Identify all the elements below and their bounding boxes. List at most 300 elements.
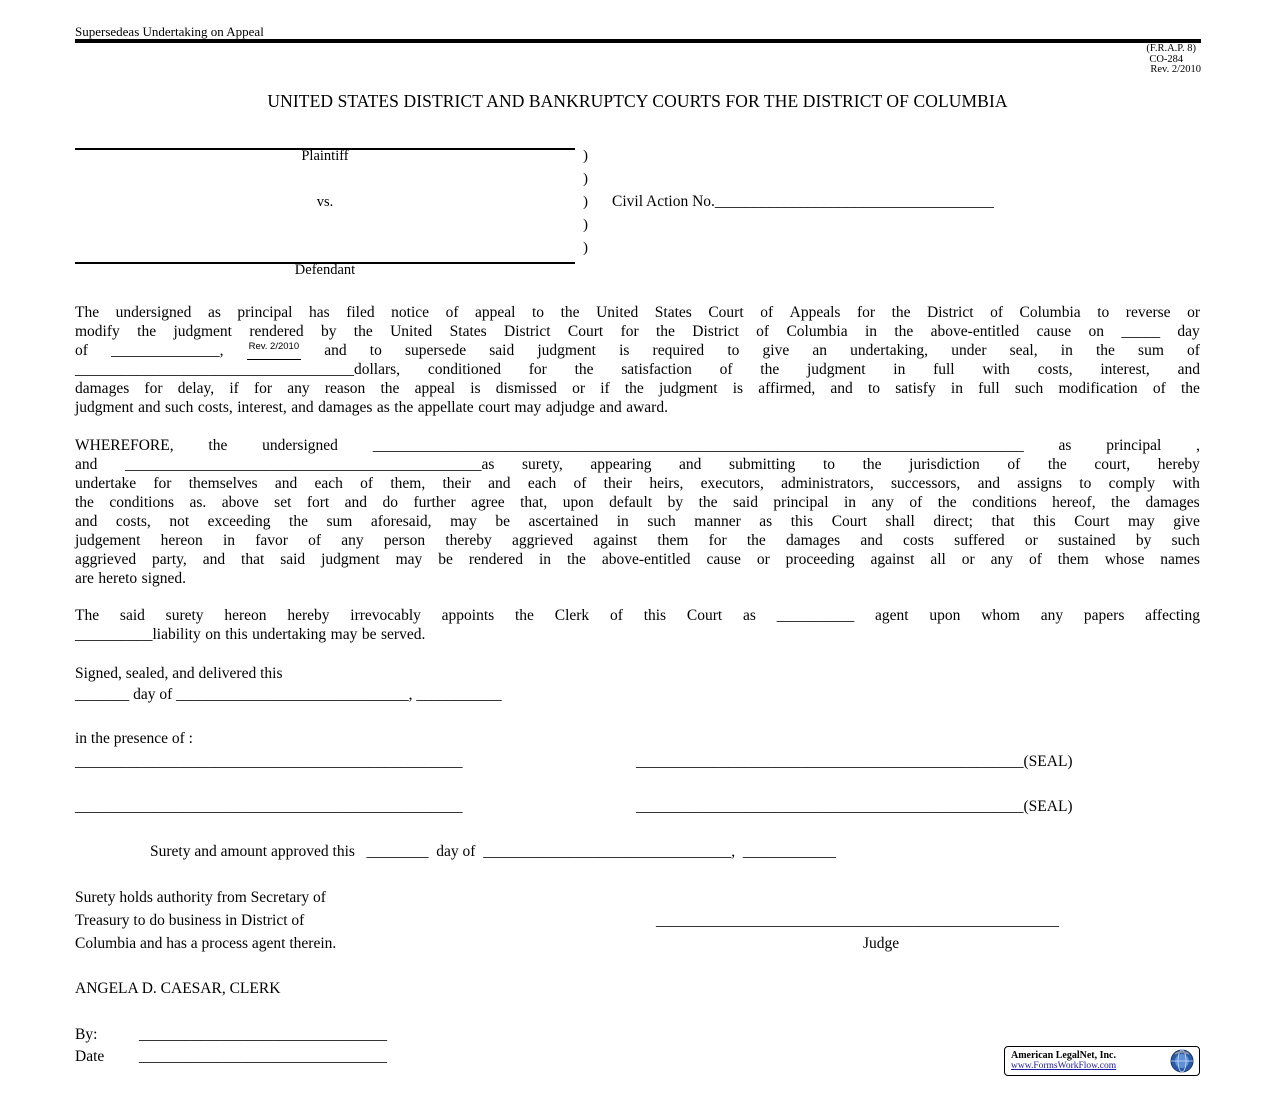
paragraph-word: them: [657, 532, 689, 549]
paragraph-word: full: [978, 380, 1000, 397]
paragraph-word: of: [1028, 551, 1042, 568]
paragraph-line: [75, 606, 1200, 625]
paragraph-word: of: [1007, 456, 1021, 473]
defendant-label: Defendant: [294, 262, 356, 278]
paragraph-word: the: [1047, 456, 1067, 473]
form-number: CO-284: [1149, 53, 1184, 65]
paragraph-word: the: [137, 323, 157, 340]
paragraph-word: the: [380, 380, 400, 397]
paragraph-word: that: [991, 513, 1015, 530]
paragraph-word: default: [609, 494, 653, 511]
paragraph-word: and: [860, 532, 883, 549]
paragraph-word: party,: [152, 551, 187, 568]
paragraph-word: aggrieved: [75, 551, 137, 568]
paragraph-word: shall: [885, 513, 915, 530]
paragraph-word: of: [308, 532, 322, 549]
paragraph-line: [75, 455, 1200, 474]
paragraph-word: States: [449, 323, 487, 340]
paragraph-word: conditioned: [427, 361, 501, 378]
paragraph-word: as: [743, 607, 756, 624]
paragraph-line: [75, 531, 1200, 550]
paragraph-word: award.: [626, 399, 668, 416]
paragraph-word: damages: [75, 380, 130, 397]
paragraph-word: submitting: [729, 456, 796, 473]
rule-reference: (F.R.A.P. 8): [1146, 43, 1196, 54]
paragraph-word: their: [442, 475, 471, 492]
publisher-name: American LegalNet, Inc.: [1011, 1050, 1116, 1061]
caption-bracket: ): [583, 171, 588, 187]
paragraph-word: agree: [471, 494, 505, 511]
paragraph-word: this: [790, 513, 814, 530]
paragraph-word: if: [229, 380, 239, 397]
paragraph-word: proceeding: [785, 551, 855, 568]
paragraph-word: is: [470, 380, 481, 397]
paragraph-word: to: [1079, 475, 1092, 492]
paragraph-word: and: [138, 399, 161, 416]
paragraph-word: for: [620, 323, 639, 340]
paragraph-word: may: [450, 513, 477, 530]
paragraph-word: to: [532, 304, 545, 321]
paragraph-word: agent: [875, 607, 909, 624]
form-reference: [1146, 44, 1201, 76]
paragraph-word: upon: [562, 494, 594, 511]
paragraph-word: is: [732, 380, 744, 397]
paragraph-word: cause: [1036, 323, 1072, 340]
paragraph-word: for: [528, 361, 547, 378]
paragraph-word: to: [1097, 304, 1110, 321]
paragraph-word: be: [438, 551, 453, 568]
paragraph-word: this: [225, 626, 248, 643]
paragraph-word: of: [360, 475, 374, 492]
paragraph-word: costs,: [115, 513, 151, 530]
paragraph-word: hereon: [160, 532, 203, 549]
paragraph-word: required: [652, 342, 705, 359]
paragraph-word: costs,: [1037, 361, 1073, 378]
paragraph-word[interactable]: ____________________________________dollars,: [75, 361, 401, 378]
paragraph-word: States: [654, 304, 692, 321]
wherefore-paragraph: [75, 436, 1200, 588]
paragraph-line: [75, 493, 1200, 512]
paragraph-word: heirs,: [649, 475, 684, 492]
appeal-paragraph: [75, 303, 1200, 417]
paragraph-word[interactable]: __________liability: [75, 626, 201, 643]
paragraph-word: above: [221, 494, 259, 511]
paragraph-word[interactable]: ______________________________________________as: [124, 456, 495, 473]
paragraph-word: their: [603, 475, 633, 492]
paragraph-word[interactable]: __________: [776, 607, 855, 624]
paragraph-word: are: [75, 570, 94, 587]
paragraph-word: principal: [1106, 437, 1162, 454]
court-title: UNITED STATES DISTRICT AND BANKRUPTCY COURTS FOR THE DISTRICT OF COLUMBIA: [267, 91, 1008, 111]
header-rule: [75, 39, 1201, 43]
paragraph-word: with: [1172, 475, 1200, 492]
paragraph-word: sustained: [1057, 532, 1116, 549]
by-label: By:: [75, 1026, 98, 1043]
paragraph-word: and: [1177, 361, 1200, 378]
paragraph-word: of: [75, 342, 88, 359]
paragraph-word: thereby: [445, 532, 492, 549]
paragraph-word: District: [504, 323, 551, 340]
paragraph-word: Columbia: [1019, 304, 1081, 321]
paragraph-word: in: [843, 494, 857, 511]
paragraph-word: court,: [1094, 456, 1131, 473]
paragraph-word: Court: [567, 323, 604, 340]
paragraph-word: irrevocably: [350, 607, 421, 624]
paragraph-word: as: [376, 399, 390, 416]
plaintiff-label: Plaintiff: [301, 148, 349, 164]
paragraph-word: by: [1135, 532, 1152, 549]
paragraph-word: said: [732, 494, 758, 511]
paragraph-word: names: [1160, 551, 1200, 568]
paragraph-word: such: [164, 399, 194, 416]
paragraph-word: interest,: [237, 399, 287, 416]
paragraph-word: further: [413, 494, 456, 511]
paragraph-word: the: [1180, 380, 1200, 397]
paragraph-word: costs: [902, 532, 934, 549]
paragraph-word: of: [756, 323, 770, 340]
paragraph-word: such: [1014, 380, 1044, 397]
form-title: Supersedeas Undertaking on Appeal: [75, 24, 264, 39]
paragraph-word: be: [361, 626, 377, 643]
paragraph-word: surety: [165, 607, 204, 624]
paragraph-word: or: [756, 551, 770, 568]
paragraph-word: of: [573, 475, 587, 492]
paragraph-word: Court: [1074, 513, 1110, 530]
paragraph-word: or: [961, 551, 975, 568]
paragraph-word: Appeals: [789, 304, 841, 321]
caption-bracket: ): [583, 240, 588, 256]
date-label: Date: [75, 1048, 105, 1065]
paragraph-word: court: [478, 399, 511, 416]
paragraph-word: sum: [326, 513, 353, 530]
signed-sealed-label: Signed, sealed, and delivered this: [75, 665, 283, 682]
paragraph-word: affirmed,: [758, 380, 816, 397]
paragraph-word: Court: [831, 513, 867, 530]
paragraph-word: set: [274, 494, 292, 511]
surety-approval-field[interactable]: Surety and amount approved this ________ day of ________________________________, ____________: [150, 843, 836, 860]
paragraph-word: judgment: [658, 380, 718, 397]
paragraph-word: of: [1152, 380, 1166, 397]
paragraph-word: seal,: [1009, 342, 1038, 359]
by-signature-line[interactable]: ________________________________: [139, 1026, 387, 1043]
paragraph-word: costs,: [197, 399, 233, 416]
paragraph-word: Court: [686, 607, 723, 624]
paragraph-word: day: [1177, 323, 1200, 340]
paragraph-word: as.: [189, 494, 207, 511]
paragraph-word: or: [572, 380, 586, 397]
paragraph-word: of: [760, 304, 774, 321]
paragraph-word: each: [314, 475, 343, 492]
paragraph-word: and: [830, 380, 853, 397]
paragraph-word: in: [950, 380, 963, 397]
revision-date: Rev. 2/2010: [1150, 64, 1201, 75]
paragraph-word: undertake: [75, 475, 137, 492]
paragraph-word: of: [909, 494, 923, 511]
paragraph-word: appoints: [441, 607, 495, 624]
paragraph-word: executors,: [700, 475, 764, 492]
paragraph-word: that: [241, 551, 265, 568]
paragraph-word: not: [169, 513, 190, 530]
paragraph-word: in: [893, 361, 906, 378]
paragraph-word[interactable]: ______________,: [111, 342, 224, 359]
paragraph-word: the: [75, 494, 94, 511]
paragraph-word: undersigned: [262, 437, 338, 454]
judge-label: Judge: [863, 935, 900, 952]
paragraph-word: fort: [306, 494, 330, 511]
paragraph-word: an: [812, 342, 827, 359]
paragraph-word: in: [538, 551, 552, 568]
paragraph-word: in: [616, 513, 629, 530]
paragraph-word: appellate: [417, 399, 474, 416]
paragraph-word: aforesaid,: [370, 513, 432, 530]
paragraph-word: United: [596, 304, 639, 321]
paragraph-word: such: [647, 513, 676, 530]
paragraph-word: person: [383, 532, 426, 549]
paragraph-line: [75, 360, 1200, 379]
paragraph-word: give: [762, 342, 790, 359]
paragraph-word: aggrieved: [512, 532, 574, 549]
paragraph-word: or: [1187, 304, 1200, 321]
paragraph-word: reverse: [1125, 304, 1171, 321]
paragraph-word: all: [930, 551, 946, 568]
paragraph-word: The: [75, 607, 100, 624]
paragraph-word: adjudge: [545, 399, 595, 416]
paragraph-line: [75, 303, 1200, 322]
paragraph-word: judgment: [321, 551, 380, 568]
publisher-link[interactable]: www.FormsWorkFlow.com: [1011, 1061, 1117, 1071]
paragraph-word: damages: [785, 532, 841, 549]
revision-stamp: Rev. 2/2010: [247, 341, 302, 360]
paragraph-word: full: [933, 361, 955, 378]
paragraph-word: jurisdiction: [909, 456, 980, 473]
paragraph-word: cause: [706, 551, 741, 568]
paragraph-word: dismissed: [495, 380, 557, 397]
civil-action-number-field[interactable]: Civil Action No.____________________________________: [612, 193, 994, 210]
paragraph-word: of: [990, 304, 1003, 321]
paragraph-word: ,: [1196, 437, 1200, 454]
paragraph-word: the: [760, 361, 780, 378]
signing-date-field[interactable]: _______ day of ______________________________, ___________: [75, 686, 502, 703]
paragraph-word: if: [600, 380, 610, 397]
paragraph-word: and: [75, 513, 98, 530]
paragraph-word: such: [1171, 532, 1200, 549]
paragraph-word: reason: [324, 380, 366, 397]
paragraph-word: assigns: [1017, 475, 1063, 492]
paragraph-word: the: [624, 380, 644, 397]
paragraph-word: the: [1111, 494, 1130, 511]
paragraph-word: said: [119, 607, 145, 624]
paragraph-word: supersede: [404, 342, 467, 359]
paragraph-word: District: [692, 323, 739, 340]
paragraph-word: the: [394, 399, 414, 416]
publisher-logo: [1004, 1046, 1200, 1076]
paragraph-word: successors,: [890, 475, 961, 492]
paragraph-line: [75, 550, 1200, 569]
agent-paragraph: [75, 606, 1200, 644]
paragraph-word: hereto: [98, 570, 138, 587]
paragraph-word: filed: [346, 304, 375, 321]
witness-signature-line-1[interactable]: __________________________________________________: [75, 753, 463, 770]
paragraph-word: as: [207, 304, 221, 321]
paragraph-line: [75, 474, 1200, 493]
paragraph-line: [75, 436, 1200, 455]
paragraph-word: surety,: [522, 456, 563, 473]
paragraph-word: damages: [1145, 494, 1200, 511]
date-line[interactable]: ________________________________: [139, 1048, 387, 1065]
paragraph-word: above-entitled: [601, 551, 691, 568]
paragraph-word: and: [488, 475, 511, 492]
paragraph-word: as: [759, 513, 773, 530]
paragraph-word: principal: [237, 304, 293, 321]
paragraph-word: on: [205, 626, 221, 643]
paragraph-word: in: [864, 323, 877, 340]
paragraph-line: [75, 512, 1200, 531]
seal-signature-line-2[interactable]: __________________________________________________(SEAL): [636, 798, 1073, 815]
paragraph-line: [75, 569, 1200, 588]
paragraph-word: may: [514, 399, 542, 416]
clerk-name: ANGELA D. CAESAR, CLERK: [75, 980, 281, 997]
paragraph-word: satisfy: [895, 380, 936, 397]
paragraph-word: judgement: [75, 532, 141, 549]
caption-bracket: ): [583, 148, 588, 164]
paragraph-word: hereby: [1157, 456, 1200, 473]
paragraph-line: [75, 379, 1200, 398]
paragraph-word: by: [667, 494, 684, 511]
witness-signature-line-2[interactable]: __________________________________________________: [75, 798, 463, 815]
paragraph-word: by: [320, 323, 337, 340]
paragraph-word: the: [862, 456, 882, 473]
paragraph-word: of: [445, 304, 459, 321]
paragraph-word: under: [951, 342, 987, 359]
paragraph-word: manner: [694, 513, 741, 530]
paragraph-word: hereon: [224, 607, 267, 624]
paragraph-word: of: [609, 607, 623, 624]
paragraph-word: interest,: [1100, 361, 1150, 378]
paragraph-word: against: [870, 551, 915, 568]
paragraph-word: for: [856, 304, 876, 321]
paragraph-line: [75, 322, 1200, 341]
paragraph-word: the: [208, 437, 228, 454]
paragraph-word: undertaking: [252, 626, 327, 643]
paragraph-word: appeal: [414, 380, 456, 397]
paragraph-word: this: [1033, 513, 1056, 530]
paragraph-word: may: [330, 626, 358, 643]
paragraph-word: undersigned: [115, 304, 192, 321]
paragraph-word: and: [274, 475, 298, 492]
paragraph-word: and: [599, 399, 622, 416]
paragraph-word: whom: [981, 607, 1020, 624]
paragraph-word: for: [144, 380, 163, 397]
paragraph-word: give: [1173, 513, 1200, 530]
paragraph-word: the: [515, 607, 534, 624]
paragraph-word: of: [719, 361, 733, 378]
paragraph-word: said: [489, 342, 515, 359]
paragraph-word: modify: [75, 323, 120, 340]
paragraph-word[interactable]: _____: [1121, 323, 1161, 340]
paragraph-word: any: [341, 532, 364, 549]
paragraph-word: said: [280, 551, 306, 568]
paragraph-word: hereof,: [1052, 494, 1096, 511]
paragraph-word: each: [527, 475, 557, 492]
paragraph-word: appeal: [475, 304, 516, 321]
judge-signature-line[interactable]: ____________________________________________________: [656, 912, 1059, 929]
paragraph-word: rendered: [468, 551, 524, 568]
paragraph-word: may: [1128, 513, 1155, 530]
paragraph-word: has: [309, 304, 330, 321]
paragraph-word: damages: [318, 399, 373, 416]
authority-line-1: Surety holds authority from Secretary of: [75, 889, 326, 906]
paragraph-word: modification: [1058, 380, 1138, 397]
paragraph-word: in: [222, 532, 236, 549]
paragraph-word: delay,: [177, 380, 215, 397]
paragraph-word: them: [1057, 551, 1089, 568]
paragraph-word: any: [990, 551, 1013, 568]
paragraph-word: sum: [1138, 342, 1164, 359]
paragraph-word: and: [977, 475, 1000, 492]
seal-signature-line-1[interactable]: __________________________________________________(SEAL): [636, 753, 1073, 770]
paragraph-word: hereby: [287, 607, 330, 624]
paragraph-word: for: [708, 532, 727, 549]
paragraph-word: judgment: [537, 342, 596, 359]
paragraph-word: the: [656, 323, 675, 340]
paragraph-word: and: [324, 342, 347, 359]
paragraph-word: District: [927, 304, 974, 321]
paragraph-word: the: [1095, 342, 1115, 359]
paragraph-word: and: [679, 456, 702, 473]
paragraph-word: the: [698, 494, 718, 511]
globe-icon: [1169, 1048, 1195, 1074]
paragraph-word: satisfaction: [621, 361, 692, 378]
paragraph-word: on: [1088, 323, 1104, 340]
presence-label: in the presence of :: [75, 730, 193, 747]
paragraph-word: with: [982, 361, 1010, 378]
paragraph-word: above-entitled: [930, 323, 1020, 340]
paragraph-word: judgment: [806, 361, 866, 378]
paragraph-line: [75, 398, 1200, 417]
paragraph-word: do: [382, 494, 399, 511]
authority-line-3: Columbia and has a process agent therein.: [75, 935, 337, 952]
paragraph-word: the: [289, 513, 308, 530]
paragraph-word: and: [75, 456, 98, 473]
paragraph-word: judgment: [75, 399, 134, 416]
paragraph-word: or: [1024, 532, 1038, 549]
paragraph-word: conditions: [109, 494, 174, 511]
paragraph-word: principal: [773, 494, 829, 511]
paragraph-word: may: [395, 551, 423, 568]
versus-label: vs.: [316, 194, 334, 210]
paragraph-word: to: [369, 342, 382, 359]
paragraph-word: any: [1040, 607, 1064, 624]
paragraph-word: WHEREFORE,: [75, 437, 174, 454]
paragraph-word: favor: [255, 532, 288, 549]
paragraph-word: this: [643, 607, 667, 624]
paragraph-word: rendered: [249, 323, 304, 340]
paragraph-word: United: [390, 323, 433, 340]
paragraph-word: judgment: [173, 323, 232, 340]
paragraph-word: for: [153, 475, 172, 492]
paragraph-word: papers: [1083, 607, 1125, 624]
paragraph-word: direct;: [933, 513, 973, 530]
paragraph-word: Clerk: [554, 607, 590, 624]
paragraph-word: the: [937, 494, 957, 511]
paragraph-word: any: [287, 380, 310, 397]
paragraph-word: appearing: [590, 456, 652, 473]
paragraph-word: and: [202, 551, 226, 568]
paragraph-word: to: [822, 456, 836, 473]
paragraph-word[interactable]: ____________________________________________________________________________________: [372, 437, 1024, 454]
caption-bracket: ): [583, 194, 588, 210]
paragraph-word: Court: [708, 304, 744, 321]
